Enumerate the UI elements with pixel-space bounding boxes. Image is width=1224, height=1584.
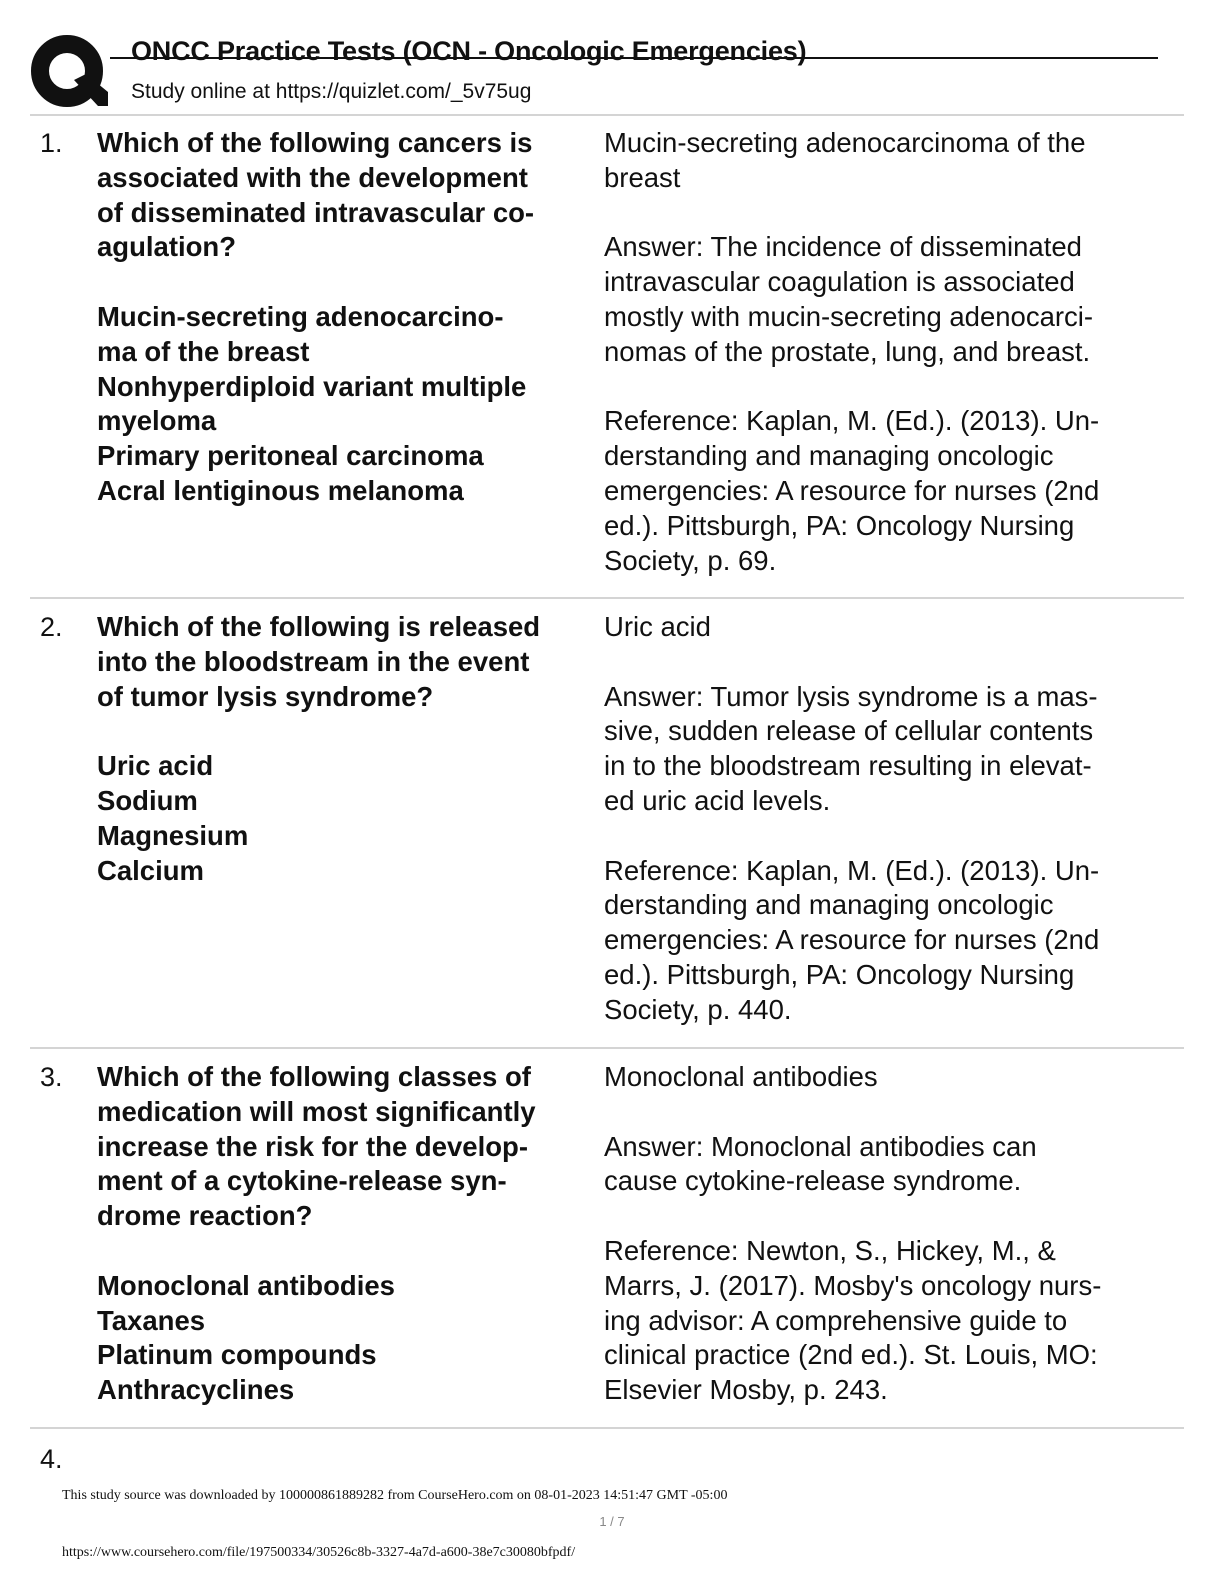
card-separator bbox=[30, 1047, 1184, 1049]
answer-option: Taxanes bbox=[97, 1304, 206, 1336]
reference-line: derstanding and managing oncologic bbox=[604, 440, 1054, 472]
explanation-line: Answer: Tumor lysis syndrome is a mas- bbox=[604, 680, 1098, 712]
answer-option: ma of the breast bbox=[97, 335, 310, 367]
card-number: 4. bbox=[40, 1444, 63, 1474]
answer-option: Nonhyperdiploid variant multiple bbox=[97, 370, 527, 402]
question-line: ment of a cytokine-release syn- bbox=[97, 1165, 507, 1197]
card-question bbox=[97, 1060, 597, 1408]
answer-option: myeloma bbox=[97, 405, 217, 437]
answer-option: Mucin-secreting adenocarcino- bbox=[97, 300, 504, 332]
question-line: Which of the following is released bbox=[97, 611, 541, 642]
answer-option: Platinum compounds bbox=[97, 1339, 377, 1371]
reference-line: clinical practice (2nd ed.). St. Louis, MO: bbox=[604, 1339, 1098, 1371]
reference-line: ed.). Pittsburgh, PA: Oncology Nursing bbox=[604, 958, 1075, 990]
page-title: ONCC Practice Tests (OCN - Oncologic Emergencies) bbox=[131, 36, 807, 66]
answer-option: Uric acid bbox=[97, 750, 214, 782]
explanation-line: nomas of the prostate, lung, and breast. bbox=[604, 335, 1091, 367]
answer-option: Calcium bbox=[97, 854, 204, 886]
card-answer bbox=[604, 610, 1179, 1028]
correct-answer: Uric acid bbox=[604, 611, 711, 642]
explanation-line: cause cytokine-release syndrome. bbox=[604, 1165, 1022, 1197]
answer-option: Acral lentiginous melanoma bbox=[97, 474, 464, 506]
card-answer bbox=[604, 126, 1179, 578]
question-line: of tumor lysis syndrome? bbox=[97, 680, 434, 712]
reference-line: emergencies: A resource for nurses (2nd bbox=[604, 924, 1100, 956]
card-separator bbox=[30, 1427, 1184, 1429]
question-line: associated with the development bbox=[97, 161, 528, 193]
explanation-line: Answer: The incidence of disseminated bbox=[604, 231, 1082, 263]
explanation-line: in to the bloodstream resulting in elevat- bbox=[604, 750, 1092, 782]
explanation-line: Answer: Monoclonal antibodies can bbox=[604, 1130, 1037, 1162]
reference-line: Society, p. 440. bbox=[604, 993, 792, 1025]
answer-option: Anthracyclines bbox=[97, 1374, 295, 1406]
question-line: increase the risk for the develop- bbox=[97, 1130, 528, 1162]
question-line: Which of the following cancers is bbox=[97, 127, 533, 158]
question-line: of disseminated intravascular co- bbox=[97, 196, 535, 228]
card-question bbox=[97, 610, 597, 888]
question-line: drome reaction? bbox=[97, 1200, 313, 1232]
reference-line: Society, p. 69. bbox=[604, 544, 777, 576]
question-line: agulation? bbox=[97, 231, 237, 263]
reference-line: Reference: Kaplan, M. (Ed.). (2013). Un- bbox=[604, 854, 1100, 886]
answer-option: Monoclonal antibodies bbox=[97, 1269, 395, 1301]
reference-line: Marrs, J. (2017). Mosby's oncology nurs- bbox=[604, 1269, 1102, 1301]
explanation-line: intravascular coagulation is associated bbox=[604, 266, 1075, 298]
page-indicator: 1 / 7 bbox=[599, 1514, 625, 1529]
download-notice: This study source was downloaded by 100000861889282 from CourseHero.com on 08-01-2023 14:51:47 GMT -05:00 bbox=[62, 1488, 728, 1503]
reference-line: Reference: Kaplan, M. (Ed.). (2013). Un- bbox=[604, 405, 1100, 437]
source-url-link[interactable]: https://www.coursehero.com/file/197500334/30526c8b-3327-4a7d-a600-38e7c30080bfpdf/ bbox=[62, 1545, 576, 1560]
reference-line: Elsevier Mosby, p. 243. bbox=[604, 1374, 888, 1406]
explanation-line: sive, sudden release of cellular contents bbox=[604, 715, 1094, 747]
answer-option: Primary peritoneal carcinoma bbox=[97, 440, 484, 472]
explanation-line: ed uric acid levels. bbox=[604, 784, 831, 816]
reference-line: Reference: Newton, S., Hickey, M., & bbox=[604, 1234, 1056, 1266]
card-number: 1. bbox=[40, 128, 63, 158]
question-line: medication will most significantly bbox=[97, 1095, 536, 1127]
study-online-link[interactable]: Study online at https://quizlet.com/_5v75ug bbox=[131, 80, 532, 103]
correct-answer: breast bbox=[604, 161, 681, 193]
reference-line: derstanding and managing oncologic bbox=[604, 889, 1054, 921]
correct-answer: Mucin-secreting adenocarcinoma of the bbox=[604, 127, 1086, 158]
explanation-line: mostly with mucin-secreting adenocarci- bbox=[604, 300, 1094, 332]
header-separator bbox=[30, 114, 1184, 116]
answer-option: Magnesium bbox=[97, 819, 249, 851]
card-question bbox=[97, 126, 597, 509]
card-answer bbox=[604, 1060, 1179, 1408]
question-line: into the bloodstream in the event bbox=[97, 645, 530, 677]
reference-line: ed.). Pittsburgh, PA: Oncology Nursing bbox=[604, 509, 1075, 541]
answer-option: Sodium bbox=[97, 784, 198, 816]
reference-line: ing advisor: A comprehensive guide to bbox=[604, 1304, 1068, 1336]
card-separator bbox=[30, 597, 1184, 599]
correct-answer: Monoclonal antibodies bbox=[604, 1061, 878, 1092]
reference-line: emergencies: A resource for nurses (2nd bbox=[604, 474, 1100, 506]
quizlet-logo-icon bbox=[30, 34, 108, 112]
question-line: Which of the following classes of bbox=[97, 1061, 531, 1092]
card-number: 2. bbox=[40, 612, 63, 642]
card-number: 3. bbox=[40, 1062, 63, 1092]
